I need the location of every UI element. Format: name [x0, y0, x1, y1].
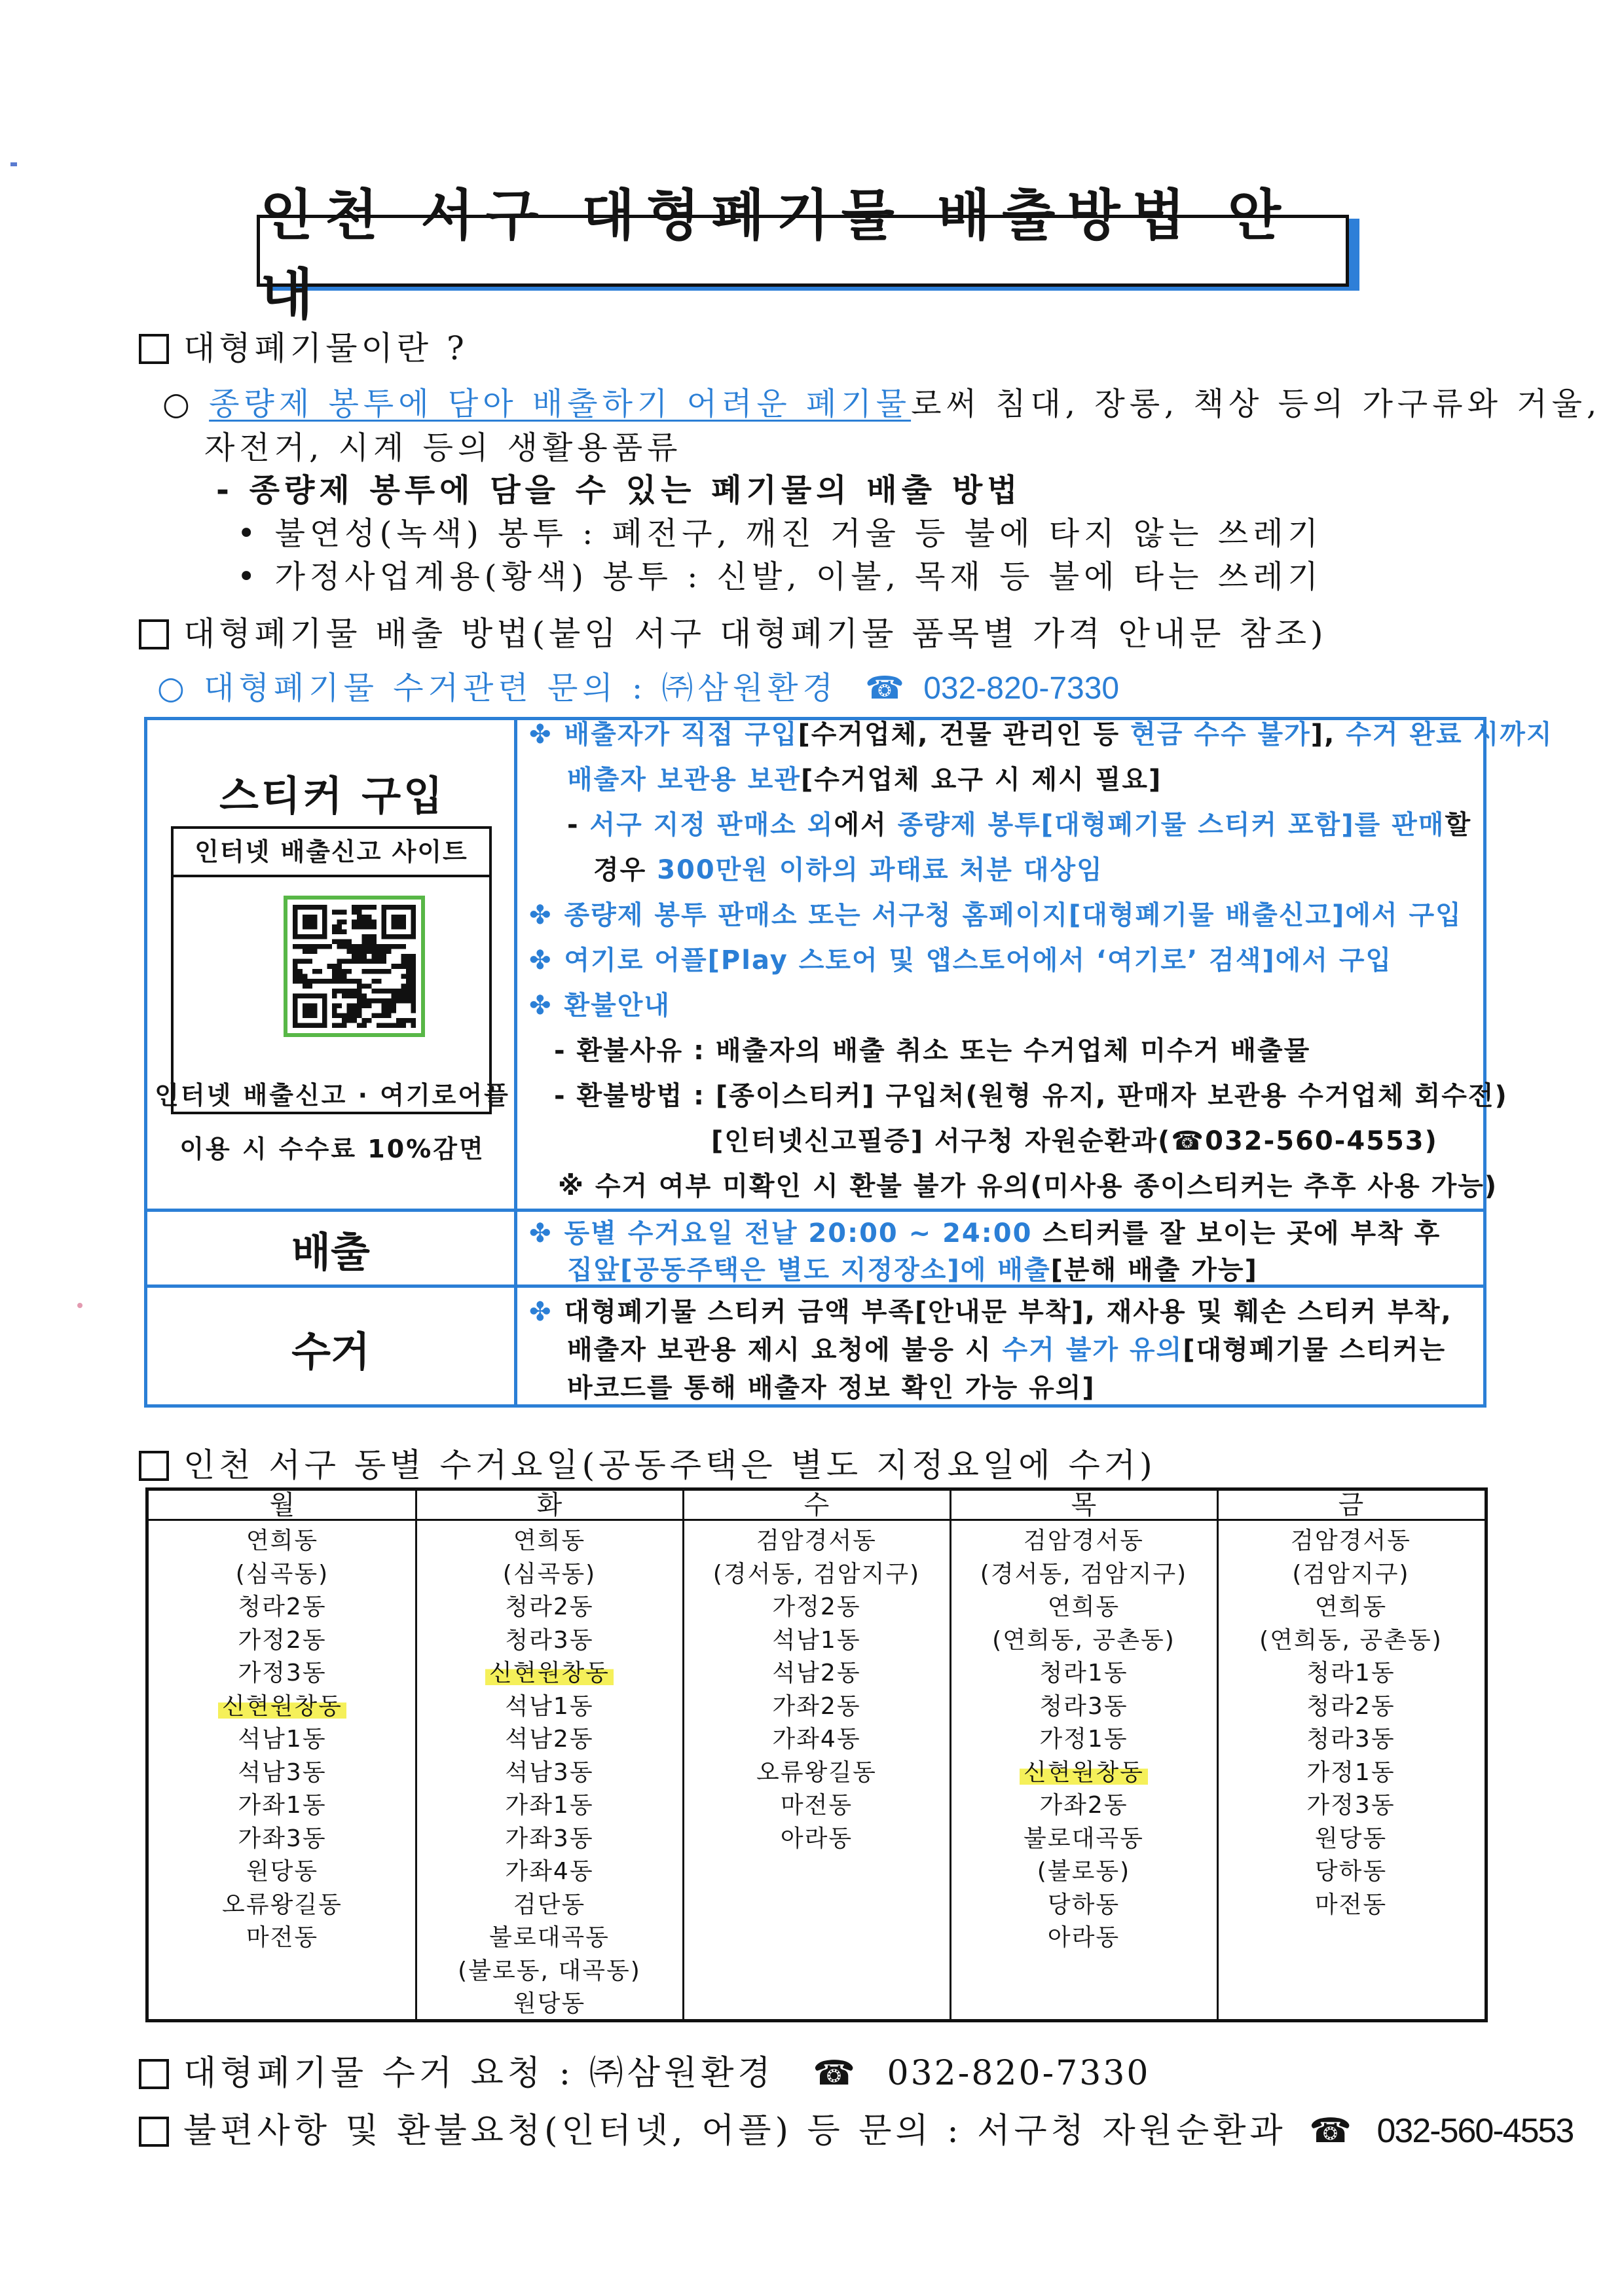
district-item [950, 1558, 1217, 1592]
clover-bullet-icon: ✤ [529, 1297, 553, 1327]
district-name: 청라3동 [1306, 1726, 1395, 1753]
schedule-heading: 인천 서구 동별 수거요일(공동주택은 별도 지정요일에 수거) [183, 1446, 1156, 1484]
clover-bullet-icon: ✤ [529, 991, 553, 1021]
district-name: 마전동 [246, 1924, 319, 1951]
detail-text: 여기로 어플[Play 스토어 및 앱스토어에서 ‘여기로’ 검색]에서 구입 [564, 945, 1393, 975]
district-item [1217, 1657, 1485, 1690]
district-name: 청라3동 [505, 1626, 594, 1654]
district-list [149, 1525, 416, 1955]
detail-text: [대형폐기물 스티커는 [1183, 1335, 1447, 1365]
detail-line [567, 759, 1162, 796]
district-item [1217, 1889, 1485, 1922]
district-item [416, 1789, 683, 1823]
schedule-column [1217, 1491, 1485, 2019]
detail-line [529, 894, 1462, 932]
district-item [416, 1757, 683, 1790]
definition-line [162, 378, 1601, 424]
district-item [1217, 1525, 1485, 1558]
collection-label: 수거 [291, 1327, 370, 1376]
detail-text: 수거 불가 유의 [1002, 1335, 1183, 1365]
district-item [149, 1558, 416, 1592]
district-item [1217, 1823, 1485, 1856]
schedule-column [683, 1491, 950, 2019]
detail-line [529, 985, 671, 1022]
district-name: (심곡동) [502, 1560, 597, 1588]
detail-line [529, 939, 1392, 977]
district-name: 가좌4동 [772, 1726, 861, 1753]
district-name: 불로대곡동 [489, 1924, 610, 1951]
detail-text: 현금 수수 불가 [1130, 720, 1311, 750]
detail-text: 배출자 보관용 제시 요청에 불응 시 [567, 1335, 1003, 1365]
qr-code-icon[interactable] [284, 896, 425, 1037]
footer-request [139, 2045, 1150, 2094]
detail-text: 배출자가 직접 구입 [564, 720, 798, 750]
complaint-phone: 032-560-4553 [1376, 2112, 1574, 2150]
detail-line [593, 849, 1103, 886]
bag-method-heading: - 종량제 봉투에 담을 수 있는 폐기물의 배출 방법 [216, 472, 1022, 509]
district-name: (경서동, 검암지구) [980, 1560, 1188, 1588]
district-name: 석남2동 [772, 1660, 861, 1686]
district-item [683, 1558, 950, 1592]
district-item [950, 1823, 1217, 1856]
inquiry-text: ○ 대형폐기물 수거관련 문의 : ㈜삼원환경 [157, 670, 838, 706]
district-item [149, 1922, 416, 1955]
definition-rest: 로써 침대, 장롱, 책상 등의 가구류와 거울, [911, 386, 1602, 422]
district-item [1217, 1624, 1485, 1658]
district-item [1217, 1789, 1485, 1823]
district-item [950, 1922, 1217, 1955]
detail-text: 종량제 봉투 판매소 또는 서구청 홈페이지[대형폐기물 배출신고]에서 구입 [564, 900, 1462, 930]
district-name: (불로동) [1037, 1858, 1131, 1885]
district-name: (경서동, 검암지구) [712, 1560, 921, 1588]
district-name: 연희동 [1314, 1594, 1388, 1620]
district-item [416, 1690, 683, 1724]
district-name: 가정2동 [238, 1626, 327, 1654]
district-name: 석남1동 [238, 1726, 327, 1753]
district-name: 검암경서동 [1024, 1527, 1144, 1554]
detail-line [558, 1165, 1498, 1203]
district-item [416, 1823, 683, 1856]
district-name: (심곡동) [235, 1560, 329, 1588]
scan-mark [10, 162, 17, 166]
district-name: 가정1동 [1306, 1758, 1395, 1786]
district-item [1217, 1558, 1485, 1592]
district-name: 석남1동 [772, 1626, 861, 1654]
district-item [149, 1757, 416, 1790]
detail-text: 종량제 봉투[대형폐기물 스티커 포함]를 판매 [897, 810, 1445, 840]
district-name: 연희동 [246, 1527, 319, 1554]
district-name: 석남1동 [505, 1692, 594, 1720]
complaint-label: 불편사항 및 환불요청(인터넷, 어플) 등 문의 : 서구청 자원순환과 [183, 2111, 1287, 2151]
detail-text: 스티커를 잘 보이는 곳에 부착 후 [1032, 1218, 1441, 1248]
district-name: 가좌2동 [1039, 1792, 1128, 1819]
footer-complaint [139, 2103, 1573, 2152]
district-name: 석남3동 [238, 1758, 327, 1786]
district-list [950, 1525, 1217, 1955]
district-name: 연희동 [1047, 1594, 1120, 1620]
district-name: 가좌4동 [505, 1858, 594, 1885]
district-item [149, 1855, 416, 1889]
district-item [1217, 1591, 1485, 1624]
checkbox-icon [139, 619, 169, 649]
district-item [683, 1723, 950, 1757]
detail-text: 할 [1445, 810, 1472, 840]
district-name: 검암경서동 [1291, 1527, 1411, 1554]
detail-line [554, 1030, 1310, 1067]
district-name: 가좌2동 [772, 1692, 861, 1720]
section-what-is-heading: 대형폐기물이란 ? [183, 329, 468, 367]
district-list [683, 1525, 950, 1855]
district-name: 가정3동 [238, 1660, 327, 1686]
detail-line [567, 1329, 1446, 1366]
column-divider [682, 1491, 684, 2019]
district-name: 당하동 [1047, 1891, 1120, 1918]
district-item [683, 1525, 950, 1558]
district-item [683, 1757, 950, 1790]
phone-icon: ☎ [1309, 2111, 1356, 2151]
district-item [416, 1657, 683, 1690]
detail-line [554, 1075, 1508, 1112]
detail-text: ], [1310, 720, 1346, 750]
district-item [149, 1823, 416, 1856]
detail-line [567, 1367, 1096, 1404]
discharge-label: 배출 [291, 1228, 370, 1276]
district-name: (불로동, 대곡동) [458, 1957, 641, 1984]
district-item [950, 1525, 1217, 1558]
district-item [1217, 1757, 1485, 1790]
day-header: 금 [1217, 1491, 1485, 1521]
page-title [257, 183, 1349, 327]
schedule-column [149, 1491, 416, 2019]
detail-line [529, 714, 1553, 751]
district-item [416, 1558, 683, 1592]
request-phone: 032-820-7330 [887, 2054, 1151, 2093]
scan-mark [77, 1303, 83, 1308]
district-item [149, 1657, 416, 1690]
district-item [416, 1855, 683, 1889]
sticker-purchase-cell [147, 720, 517, 1210]
day-header: 화 [416, 1491, 683, 1521]
district-name: 검단동 [513, 1891, 586, 1918]
district-item [416, 1624, 683, 1658]
district-name: 원당동 [513, 1990, 586, 2017]
district-name: 청라2동 [505, 1594, 594, 1620]
detail-text: [수거업체 요구 시 제시 필요] [800, 765, 1162, 795]
district-item [149, 1789, 416, 1823]
district-item [149, 1723, 416, 1757]
clover-bullet-icon: ✤ [529, 1218, 553, 1248]
definition-line-2: 자전거, 시계 등의 생활용품류 [204, 429, 682, 466]
detail-text: 300만원 이하의 과태료 처분 대상임 [657, 855, 1103, 885]
district-item [683, 1823, 950, 1856]
district-item [950, 1690, 1217, 1724]
page-title-text: 인천 서구 대형폐기물 배출방법 안내 [260, 183, 1293, 327]
district-name: 연희동 [513, 1527, 586, 1554]
district-name: (연희동, 공촌동) [1259, 1626, 1443, 1654]
detail-text: [인터넷신고필증] 서구청 자원순환과(☎032-560-4553) [711, 1126, 1438, 1156]
day-header: 수 [683, 1491, 950, 1521]
district-name: 마전동 [780, 1792, 853, 1819]
district-name: 청라1동 [1306, 1660, 1395, 1686]
district-name: 가좌1동 [238, 1792, 327, 1819]
detail-text: ※ 수거 여부 미확인 시 환불 불가 유의(미사용 종이스티커는 추후 사용 가능) [558, 1171, 1498, 1201]
district-name: 신현원창동 [218, 1693, 346, 1720]
district-item [149, 1525, 416, 1558]
clover-bullet-icon: ✤ [529, 720, 553, 750]
district-item [1217, 1690, 1485, 1724]
fee-note-line2: 이용 시 수수료 10%감면 [179, 1135, 485, 1163]
district-name: 가좌3동 [505, 1825, 594, 1852]
district-item [416, 1922, 683, 1955]
detail-text: 대형폐기물 스티커 금액 부족[안내문 부착], 재사용 및 훼손 스티커 부착, [564, 1297, 1452, 1327]
district-name: 원당동 [1314, 1825, 1388, 1852]
detail-line [529, 1212, 1441, 1250]
district-name: 청라2동 [1306, 1692, 1395, 1720]
detail-text: - [567, 810, 590, 840]
column-divider [950, 1491, 951, 2019]
section-what-is [139, 322, 468, 369]
district-item [1217, 1855, 1485, 1889]
detail-text: 동별 수거요일 전날 20:00 ~ 24:00 [564, 1218, 1033, 1248]
district-name: 불로대곡동 [1024, 1825, 1144, 1852]
district-list [416, 1525, 683, 2021]
district-name: 석남2동 [505, 1726, 594, 1753]
sticker-heading: 스티커 구입 [219, 772, 446, 820]
section-schedule [139, 1439, 1156, 1486]
district-name: (연희동, 공촌동) [992, 1626, 1175, 1654]
yellow-bag-item: • 가정사업계용(황색) 봉투 : 신발, 이불, 목재 등 불에 타는 쓰레기 [237, 558, 1323, 595]
district-name: 청라2동 [238, 1594, 327, 1620]
district-name: 검암경서동 [756, 1527, 877, 1554]
detail-text: 환불안내 [564, 991, 671, 1021]
district-name: 가정2동 [772, 1594, 861, 1620]
phone-icon: ☎ [865, 670, 909, 706]
district-item [149, 1690, 416, 1724]
district-name: 가좌1동 [505, 1792, 594, 1819]
day-header: 월 [149, 1491, 416, 1521]
site-box [171, 826, 492, 1114]
inquiry-phone: 032-820-7330 [923, 671, 1120, 706]
column-divider [1217, 1491, 1219, 2019]
district-name: 마전동 [1314, 1891, 1388, 1918]
detail-text: 바코드를 통해 배출자 정보 확인 가능 유의] [567, 1373, 1096, 1403]
district-list [1217, 1525, 1485, 1922]
district-name: 오류왕길동 [756, 1758, 877, 1786]
district-item [950, 1624, 1217, 1658]
district-item [416, 1525, 683, 1558]
schedule-column [416, 1491, 683, 2019]
district-name: 신현원창동 [1020, 1759, 1148, 1786]
checkbox-icon [139, 334, 169, 364]
district-name: 가좌3동 [238, 1825, 327, 1852]
district-item [950, 1657, 1217, 1690]
inquiry-line [157, 663, 1119, 708]
detail-text: 에서 [834, 810, 898, 840]
district-item [683, 1690, 950, 1724]
detail-text: 수거 완료 시까지 [1346, 720, 1553, 750]
detail-text: 집앞[공동주택은 별도 지정장소]에 배출 [567, 1255, 1051, 1285]
district-name: 청라1동 [1039, 1660, 1128, 1686]
detail-text: - 환불사유 : 배출자의 배출 취소 또는 수거업체 미수거 배출물 [554, 1036, 1311, 1066]
district-item [950, 1723, 1217, 1757]
district-name: 청라3동 [1039, 1692, 1128, 1720]
circle-bullet: ○ [162, 386, 194, 422]
district-name: 가정3동 [1306, 1792, 1395, 1819]
detail-text: 배출자 보관용 보관 [567, 765, 801, 795]
day-header: 목 [950, 1491, 1217, 1521]
district-item [149, 1591, 416, 1624]
district-item [950, 1591, 1217, 1624]
district-item [1217, 1723, 1485, 1757]
district-name: 석남3동 [505, 1758, 594, 1786]
district-item [416, 1889, 683, 1922]
clover-bullet-icon: ✤ [529, 900, 553, 930]
district-name: 당하동 [1314, 1858, 1388, 1885]
detail-line [711, 1120, 1438, 1157]
detail-text: 서구 지정 판매소 외 [589, 810, 834, 840]
request-label: 대형폐기물 수거 요청 : ㈜삼원환경 [183, 2054, 775, 2093]
district-item [416, 1723, 683, 1757]
district-item [950, 1889, 1217, 1922]
fee-note-line1: 인터넷 배출신고 · 여기로어플 [155, 1081, 510, 1110]
checkbox-icon [139, 2059, 169, 2089]
detail-text: - 환불방법 : [종이스티커] 구입처(원형 유지, 판매자 보관용 수거업체 회수전) [554, 1081, 1508, 1111]
green-bag-item: • 불연성(녹색) 봉투 : 폐전구, 깨진 거울 등 불에 타지 않는 쓰레기 [237, 515, 1323, 552]
detail-text: 경우 [593, 855, 657, 885]
district-item [950, 1855, 1217, 1889]
definition-underlined: 종량제 봉투에 담아 배출하기 어려운 폐기물 [209, 386, 912, 422]
district-item [950, 1757, 1217, 1790]
district-name: (검암지구) [1292, 1560, 1410, 1588]
district-item [683, 1657, 950, 1690]
section-method-heading: 대형폐기물 배출 방법(붙임 서구 대형폐기물 품목별 가격 안내문 참조) [183, 615, 1327, 653]
phone-icon: ☎ [813, 2054, 859, 2093]
detail-line [567, 1249, 1258, 1286]
schedule-column [950, 1491, 1217, 2019]
district-name: 오류왕길동 [222, 1891, 342, 1918]
detail-text: [분해 배출 가능] [1050, 1255, 1258, 1285]
district-item [683, 1789, 950, 1823]
district-name: 아라동 [1047, 1924, 1120, 1951]
checkbox-icon [139, 1451, 169, 1481]
column-divider [415, 1491, 417, 2019]
checkbox-icon [139, 2117, 169, 2147]
district-item [416, 1988, 683, 2021]
district-item [416, 1591, 683, 1624]
section-method [139, 608, 1327, 655]
site-label: 인터넷 배출신고 사이트 [174, 829, 489, 877]
district-name: 가정1동 [1039, 1726, 1128, 1753]
district-item [149, 1889, 416, 1922]
detail-text: [수거업체, 건물 관리인 등 [798, 720, 1131, 750]
detail-line [567, 804, 1471, 841]
district-name: 신현원창동 [485, 1660, 614, 1686]
district-name: 아라동 [780, 1825, 853, 1852]
district-item [950, 1789, 1217, 1823]
district-item [683, 1591, 950, 1624]
detail-line [529, 1291, 1452, 1328]
clover-bullet-icon: ✤ [529, 945, 553, 975]
district-item [416, 1955, 683, 1988]
district-name: 원당동 [246, 1858, 319, 1885]
schedule-table [145, 1487, 1488, 2022]
district-item [683, 1624, 950, 1658]
district-item [149, 1624, 416, 1658]
